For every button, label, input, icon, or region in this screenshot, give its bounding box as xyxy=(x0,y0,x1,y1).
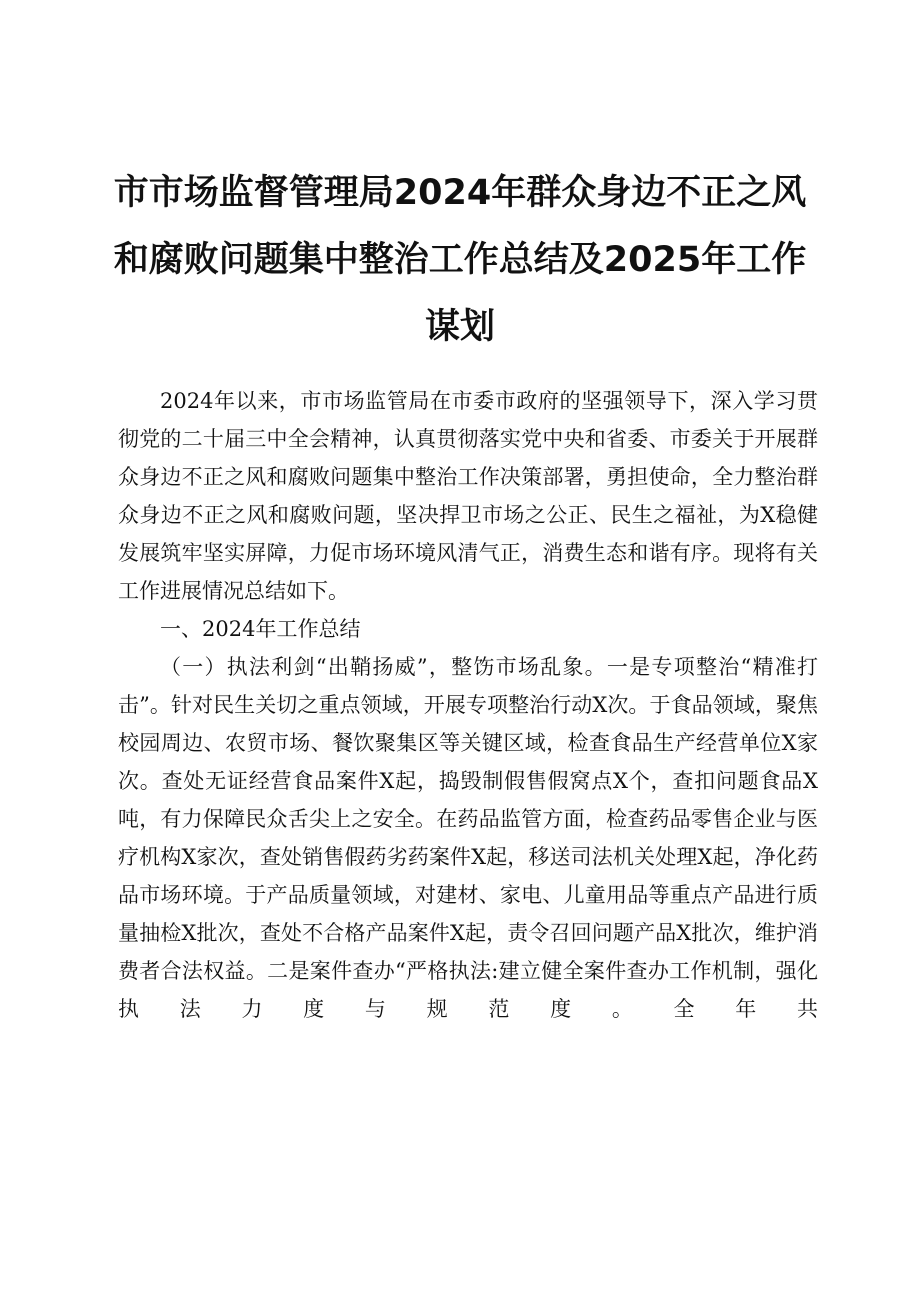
document-title xyxy=(100,160,820,361)
section-paragraph: （一）执法利剑“出鞘扬威”，整饬市场乱象。一是专项整治“精准打击”。针对民生关切之重点领域，开展专项整治行动X次。于食品领域，聚焦校园周边、农贸市场、餐饮聚集区等关键区域，检查食品生产经营单位X家次。查处无证经营食品案件X起，捣毁制假售假窝点X个，查扣问题食品X吨，有力保障民众舌尖上之安全。在药品监管方面，检查药品零售企业与医疗机构X家次，查处销售假药劣药案件X起，移送司法机关处理X起，净化药品市场环境。于产品质量领域，对建材、家电、儿童用品等重点产品进行质量抽检X批次，查处不合格产品案件X起，责令召回问题产品X批次，维护消费者合法权益。二是案件查办“严格执法:建立健全案件查办工作机制，强化执法力度与规范度。全年共 xyxy=(118,655,818,1021)
title-line-1: 市市场监督管理局2024年群众身边不正之风 xyxy=(113,173,807,213)
title-line-2: 和腐败问题集中整治工作总结及2025年工作 xyxy=(113,240,807,280)
title-line-3: 谋划 xyxy=(424,307,495,347)
intro-paragraph: 2024年以来，市市场监管局在市委市政府的坚强领导下，深入学习贯彻党的二十届三中全会精神，认真贯彻落实党中央和省委、市委关于开展群众身边不正之风和腐败问题集中整治工作决策部署，勇担使命，全力整治群众身边不正之风和腐败问题，坚决捍卫市场之公正、民生之福祉，为X稳健发展筑牢坚实屏障，力促市场环境风清气正，消费生态和谐有序。现将有关工作进展情况总结如下。 xyxy=(118,389,818,603)
section-heading: 一、2024年工作总结 xyxy=(160,617,361,641)
document-body xyxy=(118,382,818,1028)
